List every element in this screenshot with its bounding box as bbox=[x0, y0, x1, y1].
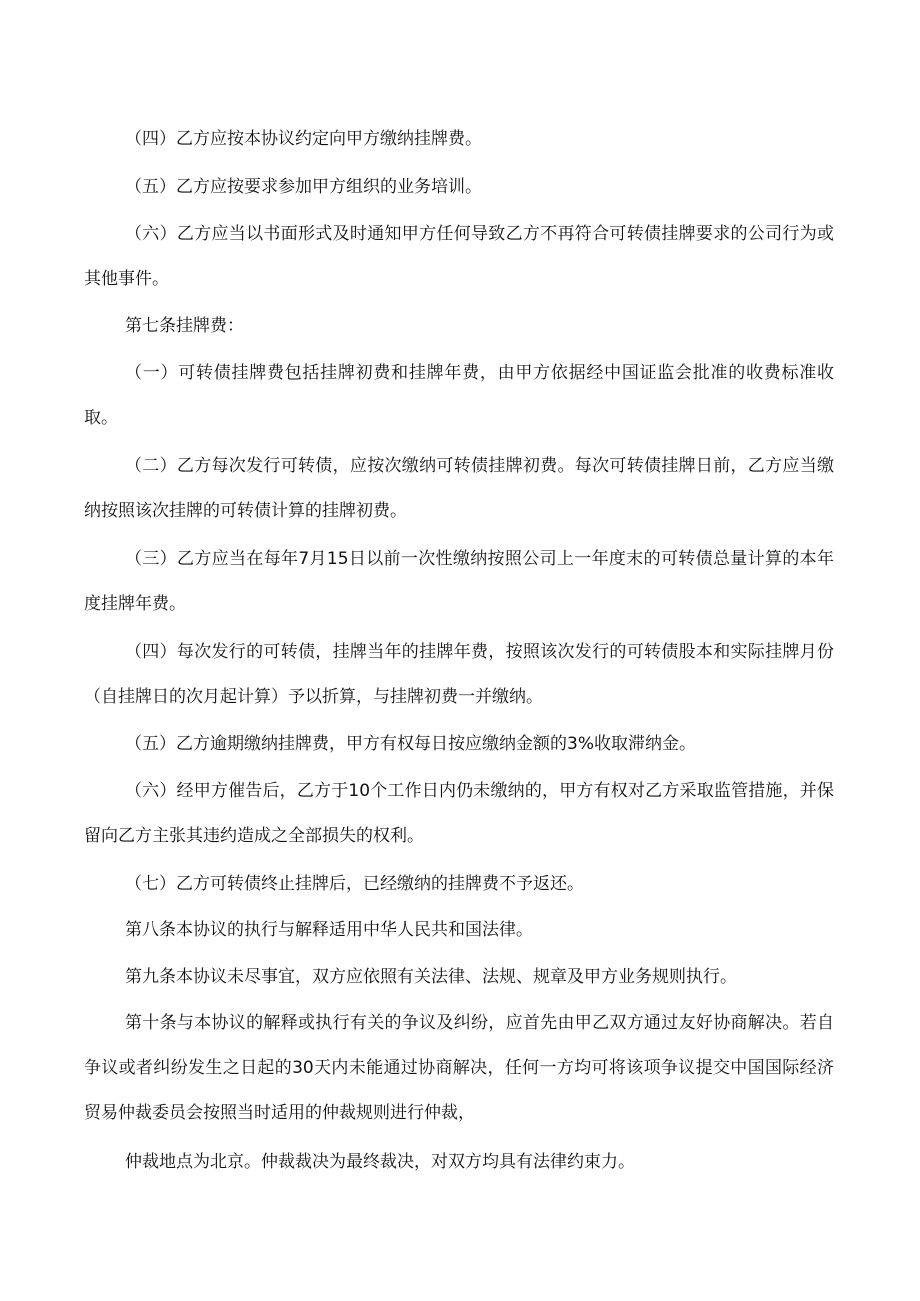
clause-paragraph-7-1: （一）可转债挂牌费包括挂牌初费和挂牌年费，由甲方依据经中国证监会批准的收费标准收取。 bbox=[84, 363, 834, 428]
arbitration-paragraph: 仲裁地点为北京。仲裁裁决为最终裁决，对双方均具有法律约束力。 bbox=[125, 1152, 635, 1172]
clause-paragraph-7-2: （二）乙方每次发行可转债，应按次缴纳可转债挂牌初费。每次可转债挂牌日前，乙方应当缴纳按照该次挂牌的可转债计算的挂牌初费。 bbox=[84, 456, 834, 521]
clause-paragraph-7-3: （三）乙方应当在每年7月15日以前一次性缴纳按照公司上一年度末的可转债总量计算的本年度挂牌年费。 bbox=[84, 549, 834, 614]
article-9-paragraph: 第九条本协议未尽事宜，双方应依照有关法律、法规、规章及甲方业务规则执行。 bbox=[125, 967, 737, 987]
clause-paragraph-6-5: （五）乙方应按要求参加甲方组织的业务培训。 bbox=[125, 177, 482, 197]
article-7-heading: 第七条挂牌费： bbox=[125, 316, 244, 336]
article-8-paragraph: 第八条本协议的执行与解释适用中华人民共和国法律。 bbox=[125, 920, 533, 940]
clause-paragraph-6-6: （六）乙方应当以书面形式及时通知甲方任何导致乙方不再符合可转债挂牌要求的公司行为或其他事件。 bbox=[84, 224, 834, 289]
clause-paragraph-7-7: （七）乙方可转债终止挂牌后，已经缴纳的挂牌费不予返还。 bbox=[125, 874, 584, 894]
clause-paragraph-7-5: （五）乙方逾期缴纳挂牌费，甲方有权每日按应缴纳金额的3%收取滞纳金。 bbox=[125, 734, 696, 754]
clause-paragraph-7-6: （六）经甲方催告后，乙方于10个工作日内仍未缴纳的，甲方有权对乙方采取监管措施，并保留向乙方主张其违约造成之全部损失的权利。 bbox=[84, 781, 834, 846]
clause-paragraph-6-4: （四）乙方应按本协议约定向甲方缴纳挂牌费。 bbox=[125, 129, 482, 149]
article-10-paragraph: 第十条与本协议的解释或执行有关的争议及纠纷，应首先由甲乙双方通过友好协商解决。若自争议或者纠纷发生之日起的30天内未能通过协商解决，任何一方均可将该项争议提交中国国际经济贸易仲裁委员会按照当时适用的仲裁规则进行仲裁， bbox=[84, 1013, 834, 1123]
clause-paragraph-7-4: （四）每次发行的可转债，挂牌当年的挂牌年费，按照该次发行的可转债股本和实际挂牌月份（自挂牌日的次月起计算）予以折算，与挂牌初费一并缴纳。 bbox=[84, 642, 834, 707]
